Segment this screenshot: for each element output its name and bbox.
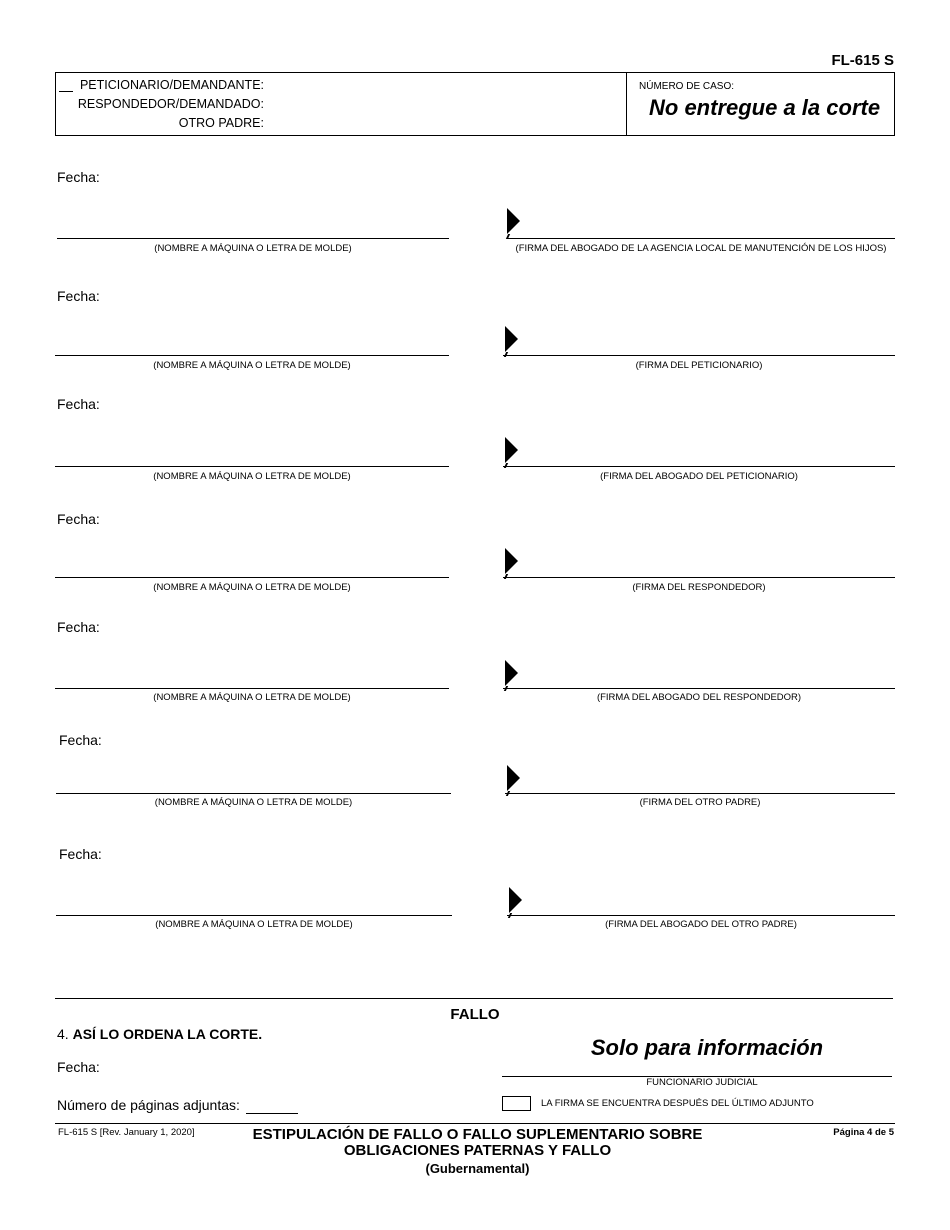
form-title <box>0 1127 950 1159</box>
respondent-label: RESPONDEDOR/DEMANDADO: <box>77 97 264 111</box>
case-number-label: NÚMERO DE CASO: <box>639 81 735 92</box>
name-line[interactable] <box>55 355 449 356</box>
attached-pages-label: Número de páginas adjuntas: <box>57 1097 240 1113</box>
court-order-text: ASÍ LO ORDENA LA CORTE. <box>72 1026 263 1042</box>
name-caption: (NOMBRE A MÁQUINA O LETRA DE MOLDE) <box>153 582 351 593</box>
date-label: Fecha: <box>57 619 100 635</box>
signature-arrow-icon <box>505 437 518 463</box>
signature-caption: (FIRMA DEL ABOGADO DEL OTRO PADRE) <box>605 919 797 930</box>
signature-line[interactable] <box>505 793 895 794</box>
name-line[interactable] <box>56 915 452 916</box>
date-label: Fecha: <box>57 396 100 412</box>
signature-caption: (FIRMA DEL ABOGADO DEL PETICIONARIO) <box>600 471 798 482</box>
signature-caption: (FIRMA DEL RESPONDEDOR) <box>632 582 766 593</box>
form-subtitle: (Gubernamental) <box>425 1161 530 1176</box>
signature-arrow-icon <box>507 208 520 234</box>
signature-arrow-icon <box>505 326 518 352</box>
name-caption: (NOMBRE A MÁQUINA O LETRA DE MOLDE) <box>154 797 353 808</box>
section-divider <box>55 998 893 999</box>
judgment-date-label: Fecha: <box>57 1059 100 1075</box>
date-label: Fecha: <box>59 732 102 748</box>
signature-line[interactable] <box>503 355 895 356</box>
attached-pages-input[interactable] <box>246 1113 298 1114</box>
signature-arrow-icon <box>505 548 518 574</box>
signature-line[interactable] <box>507 238 895 239</box>
signature-line[interactable] <box>503 466 895 467</box>
info-only-watermark: Solo para información <box>590 1035 824 1060</box>
item-number: 4. <box>57 1026 69 1042</box>
footer-divider <box>55 1123 895 1124</box>
signature-arrow-icon <box>505 660 518 686</box>
petitioner-label: PETICIONARIO/DEMANDANTE: <box>79 78 264 92</box>
checkbox-label: LA FIRMA SE ENCUENTRA DESPUÉS DEL ÚLTIMO ADJUNTO <box>541 1098 814 1109</box>
signature-caption: (FIRMA DEL ABOGADO DEL RESPONDEDOR) <box>596 692 802 703</box>
date-label: Fecha: <box>57 511 100 527</box>
name-line[interactable] <box>55 577 449 578</box>
signature-after-attachment-checkbox[interactable] <box>502 1096 531 1111</box>
name-caption: (NOMBRE A MÁQUINA O LETRA DE MOLDE) <box>154 243 352 254</box>
date-label: Fecha: <box>57 288 100 304</box>
form-number: FL-615 S <box>831 52 894 69</box>
signature-line[interactable] <box>503 577 895 578</box>
signature-line[interactable] <box>503 688 895 689</box>
name-line[interactable] <box>55 688 449 689</box>
name-line[interactable] <box>57 238 449 239</box>
page-number: Página 4 de 5 <box>833 1127 894 1138</box>
judgment-item-4 <box>57 1026 262 1042</box>
case-caption-box <box>55 72 895 136</box>
form-title-line-1: ESTIPULACIÓN DE FALLO O FALLO SUPLEMENTARIO SOBRE <box>252 1126 703 1143</box>
signature-line[interactable] <box>507 915 895 916</box>
name-line[interactable] <box>56 793 451 794</box>
signature-arrow-icon <box>507 765 520 791</box>
date-label: Fecha: <box>59 846 102 862</box>
signature-caption: (FIRMA DEL PETICIONARIO) <box>635 360 763 371</box>
judgment-title: FALLO <box>450 1006 500 1023</box>
caption-divider <box>626 73 627 135</box>
name-caption: (NOMBRE A MÁQUINA O LETRA DE MOLDE) <box>153 360 351 371</box>
other-parent-label: OTRO PADRE: <box>178 116 264 130</box>
name-line[interactable] <box>55 466 449 467</box>
name-caption: (NOMBRE A MÁQUINA O LETRA DE MOLDE) <box>155 919 353 930</box>
judicial-officer-label: FUNCIONARIO JUDICIAL <box>646 1077 758 1088</box>
name-caption: (NOMBRE A MÁQUINA O LETRA DE MOLDE) <box>153 471 351 482</box>
signature-arrow-icon <box>509 887 522 913</box>
form-title-line-2: OBLIGACIONES PATERNAS Y FALLO <box>343 1142 612 1159</box>
name-caption: (NOMBRE A MÁQUINA O LETRA DE MOLDE) <box>153 692 351 703</box>
signature-caption: (FIRMA DEL ABOGADO DE LA AGENCIA LOCAL DE MANUTENCIÓN DE LOS HIJOS) <box>515 243 887 254</box>
signature-caption: (FIRMA DEL OTRO PADRE) <box>639 797 761 808</box>
form-revision: FL-615 S [Rev. January 1, 2020] <box>58 1127 195 1138</box>
case-number-value: No entregue a la corte <box>649 95 881 120</box>
date-label: Fecha: <box>57 169 100 185</box>
